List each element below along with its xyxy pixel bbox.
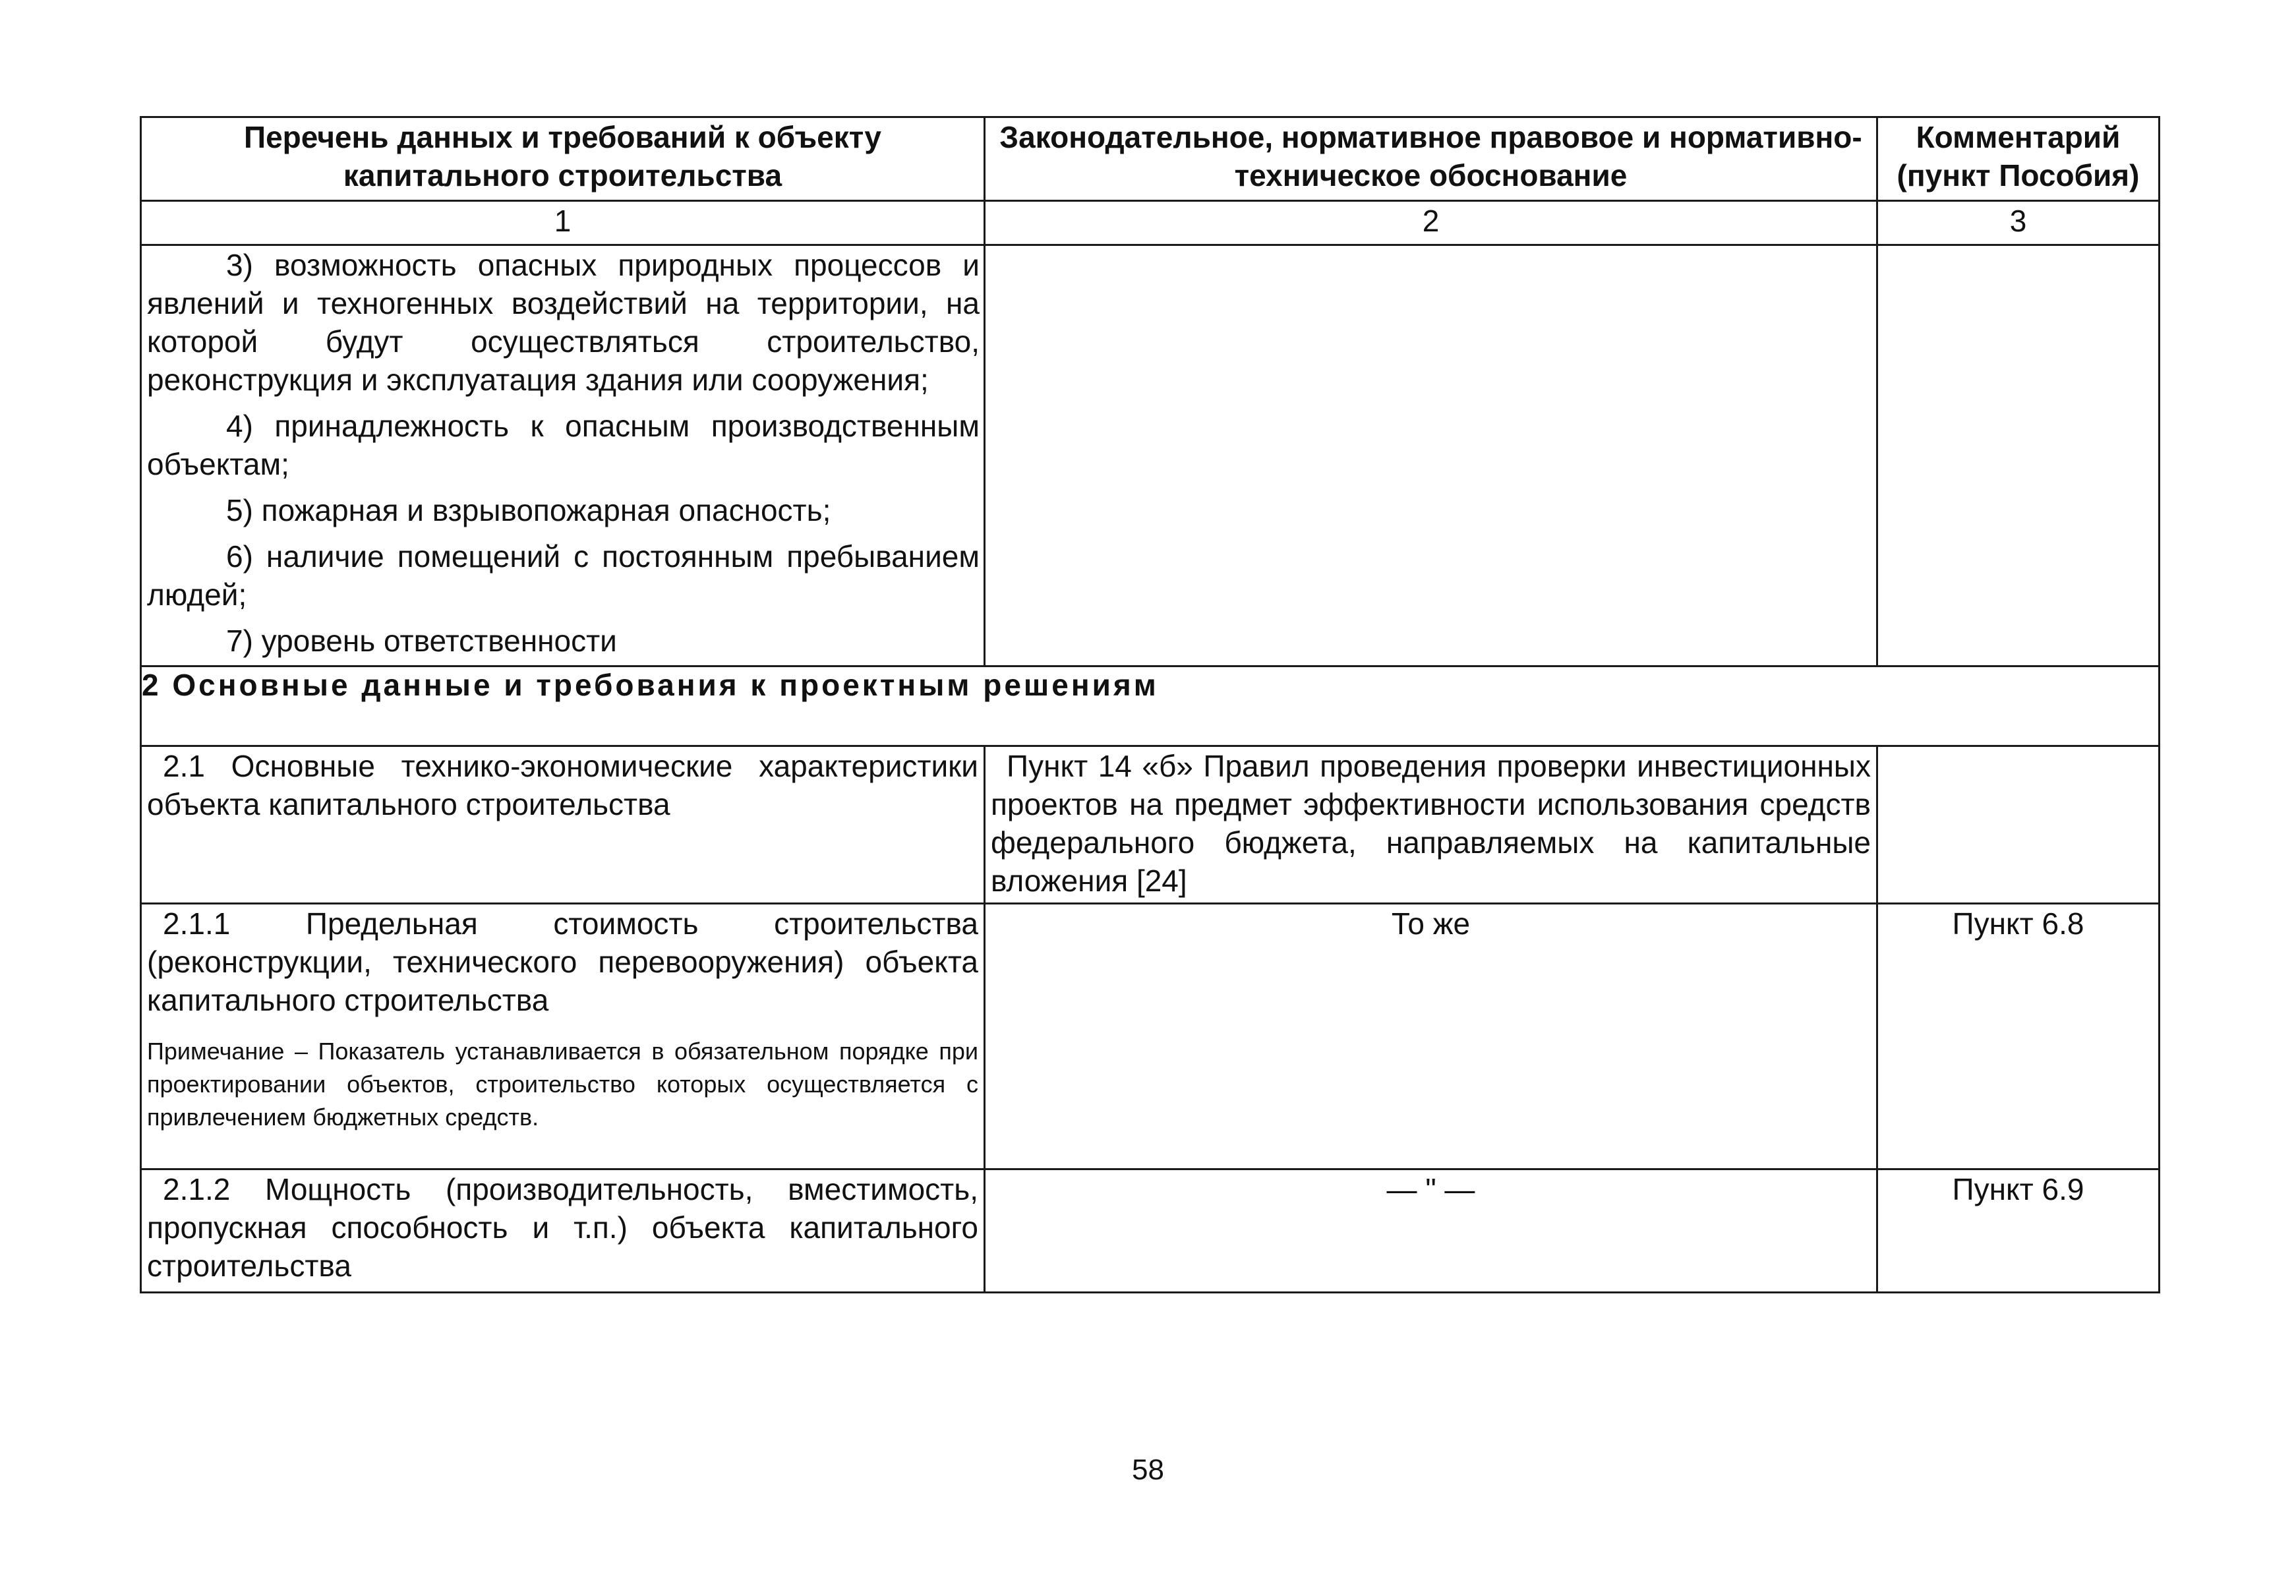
requirement-text: 2.1.1 Предельная стоимость строительства (реконструкции, технического перевооружения) объекта капитального строительства [147, 906, 978, 1017]
requirement-text: 2.1 Основные технико-экономические характеристики объекта капитального строительства [147, 749, 978, 821]
continued-items-row [141, 245, 2160, 666]
list-item: 3) возможность опасных природных процессов и явлений и техногенных воздействий на территории, на которой будут осуществляться строительство, реконструкция и эксплуатация здания или сооружения; [147, 248, 980, 397]
header-basis: Законодательное, нормативное правовое и нормативно-техническое обоснование [985, 117, 1877, 201]
column-number-1: 1 [141, 201, 985, 245]
column-number-row [141, 201, 2160, 245]
requirement-cell [141, 904, 985, 1169]
section-title: 2 Основные данные и требования к проектным решениям [141, 666, 2160, 746]
table-row [141, 1169, 2160, 1293]
list-item: 7) уровень ответственности [226, 624, 617, 658]
requirement-cell [141, 746, 985, 904]
header-row [141, 117, 2160, 201]
comment-cell: Пункт 6.8 [1877, 904, 2160, 1169]
continued-comment-cell [1877, 245, 2160, 666]
basis-text: Пункт 14 «б» Правил проведения проверки инвестиционных проектов на предмет эффективности использования средств федерального бюджета, направляемых на капитальные вложения [24] [991, 749, 1871, 898]
page-number: 58 [1132, 1454, 1164, 1486]
column-number-2: 2 [985, 201, 1877, 245]
list-item: 4) принадлежность к опасным производственным объектам; [147, 409, 980, 481]
section-row [141, 666, 2160, 746]
comment-cell: Пункт 6.9 [1877, 1169, 2160, 1293]
list-item: 6) наличие помещений с постоянным пребыванием людей; [147, 539, 980, 612]
basis-cell [985, 746, 1877, 904]
header-comment: Комментарий (пункт Пособия) [1877, 117, 2160, 201]
requirement-cell [141, 1169, 985, 1293]
table-row [141, 904, 2160, 1169]
note-text: Примечание – Показатель устанавливается в обязательном порядке при проектировании объектов, строительство которых осуществляется с привлечением бюджетных средств. [147, 1038, 978, 1131]
list-item: 5) пожарная и взрывопожарная опасность; [226, 493, 831, 527]
column-number-3: 3 [1877, 201, 2160, 245]
header-requirements: Перечень данных и требований к объекту капитального строительства [141, 117, 985, 201]
basis-cell: — " — [985, 1169, 1877, 1293]
comment-cell [1877, 746, 2160, 904]
table-row [141, 746, 2160, 904]
continued-items-cell [141, 245, 985, 666]
continued-basis-cell [985, 245, 1877, 666]
requirement-text: 2.1.2 Мощность (производительность, вместимость, пропускная способность и т.п.) объекта капитального строительства [147, 1172, 978, 1283]
basis-cell: То же [985, 904, 1877, 1169]
requirements-table [140, 116, 2160, 1293]
